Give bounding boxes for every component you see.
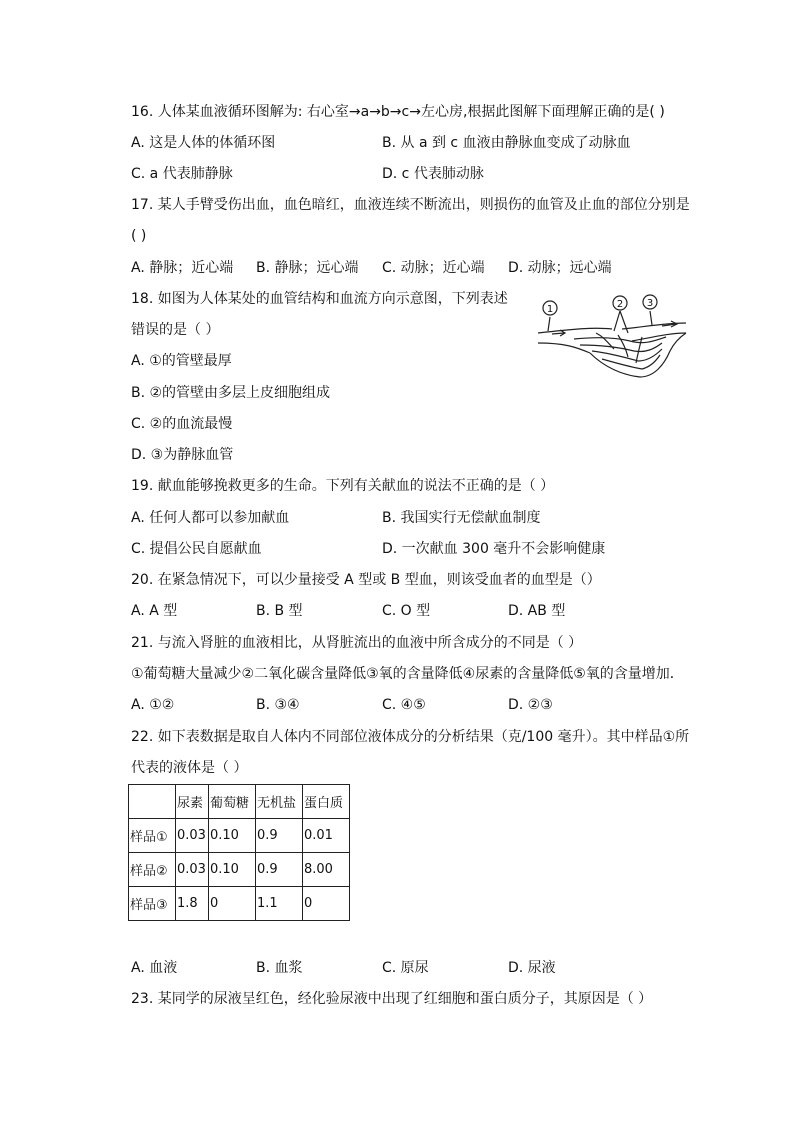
diagram-label-2: 2 — [616, 299, 624, 310]
q20-option-a: A. A 型 — [131, 603, 178, 619]
q21-option-d: D. ②③ — [508, 697, 553, 713]
q17-stem-continued: ( ) — [131, 228, 147, 244]
q17-option-d: D. 动脉；远心端 — [508, 260, 612, 276]
table-row — [129, 853, 350, 887]
table-cell: 0.03 — [176, 853, 209, 887]
table-header-cell: 蛋白质 — [303, 785, 350, 819]
q22-option-b: B. 血浆 — [256, 960, 303, 976]
table-cell: 0.03 — [176, 819, 209, 853]
q22-stem-continued: 代表的液体是（ ） — [131, 760, 248, 776]
q22-stem: 22. 如下表数据是取自人体内不同部位液体成分的分析结果（克/100 毫升）。其中样品①所 — [131, 729, 690, 745]
q16-option-a: A. 这是人体的体循环图 — [131, 135, 276, 151]
q22-option-a: A. 血液 — [131, 960, 178, 976]
table-cell: 样品① — [129, 819, 176, 853]
q18-stem-continued: 错误的是（ ） — [131, 322, 220, 338]
q19-option-c: C. 提倡公民自愿献血 — [131, 541, 262, 557]
diagram-label-1: 1 — [546, 304, 554, 315]
table-row — [129, 819, 350, 853]
table-cell: 样品③ — [129, 887, 176, 921]
q21-option-c: C. ④⑤ — [382, 697, 426, 713]
q22-option-d: D. 尿液 — [508, 960, 556, 976]
table-cell: 0.9 — [256, 819, 303, 853]
q20-option-d: D. AB 型 — [508, 603, 566, 619]
q20-stem: 20. 在紧急情况下，可以少量接受 A 型或 B 型血，则该受血者的血型是（） — [131, 572, 601, 588]
q18-option-c: C. ②的血流最慢 — [131, 416, 233, 432]
composition-table — [128, 784, 350, 921]
q20-option-c: C. O 型 — [382, 603, 431, 619]
table-cell: 0.10 — [209, 819, 256, 853]
table-header-cell: 葡萄糖 — [209, 785, 256, 819]
table-header-cell: 无机盐 — [256, 785, 303, 819]
q20-option-b: B. B 型 — [256, 603, 303, 619]
table-row — [129, 887, 350, 921]
q18-option-d: D. ③为静脉血管 — [131, 447, 234, 463]
q21-stem: 21. 与流入肾脏的血液相比，从肾脏流出的血液中所含成分的不同是（ ） — [131, 635, 583, 651]
diagram-label-3: 3 — [646, 298, 654, 309]
q18-option-a: A. ①的管壁最厚 — [131, 353, 232, 369]
q18-stem: 18. 如图为人体某处的血管结构和血流方向示意图，下列表述 — [131, 291, 508, 307]
q21-option-b: B. ③④ — [256, 697, 300, 713]
q19-stem: 19. 献血能够挽救更多的生命。下列有关献血的说法不正确的是（ ） — [131, 478, 555, 494]
q19-option-b: B. 我国实行无偿献血制度 — [382, 510, 541, 526]
q22-option-c: C. 原尿 — [382, 960, 429, 976]
table-header-cell — [129, 785, 176, 819]
table-header-cell: 尿素 — [176, 785, 209, 819]
q17-option-a: A. 静脉；近心端 — [131, 260, 234, 276]
q19-option-d: D. 一次献血 300 毫升不会影响健康 — [382, 541, 606, 557]
q17-option-c: C. 动脉；近心端 — [382, 260, 485, 276]
q17-option-b: B. 静脉；远心端 — [256, 260, 359, 276]
table-cell: 0 — [209, 887, 256, 921]
q16-stem: 16. 人体某血液循环图解为: 右心室→a→b→c→左心房,根据此图解下面理解正确的是( ) — [131, 104, 665, 120]
q23-stem: 23. 某同学的尿液呈红色，经化验尿液中出现了红细胞和蛋白质分子，其原因是（ ） — [131, 991, 653, 1007]
table-cell: 0.10 — [209, 853, 256, 887]
table-cell: 样品② — [129, 853, 176, 887]
q21-stem-continued: ①葡萄糖大量减少②二氧化碳含量降低③氧的含量降低④尿素的含量降低⑤氧的含量增加． — [131, 666, 684, 682]
table-cell: 0.01 — [303, 819, 350, 853]
table-header-row — [129, 785, 350, 819]
q16-option-d: D. c 代表肺动脉 — [382, 166, 484, 182]
table-cell: 8.00 — [303, 853, 350, 887]
table-cell: 1.1 — [256, 887, 303, 921]
blood-vessel-diagram — [534, 293, 694, 385]
q16-option-b: B. 从 a 到 c 血液由静脉血变成了动脉血 — [382, 135, 631, 151]
table-cell: 1.8 — [176, 887, 209, 921]
q17-stem: 17. 某人手臂受伤出血，血色暗红，血液连续不断流出，则损伤的血管及止血的部位分别是 — [131, 197, 690, 213]
table-cell: 0 — [303, 887, 350, 921]
q21-option-a: A. ①② — [131, 697, 175, 713]
q18-option-b: B. ②的管壁由多层上皮细胞组成 — [131, 385, 331, 401]
table-cell: 0.9 — [256, 853, 303, 887]
q16-option-c: C. a 代表肺静脉 — [131, 166, 233, 182]
q19-option-a: A. 任何人都可以参加献血 — [131, 510, 290, 526]
